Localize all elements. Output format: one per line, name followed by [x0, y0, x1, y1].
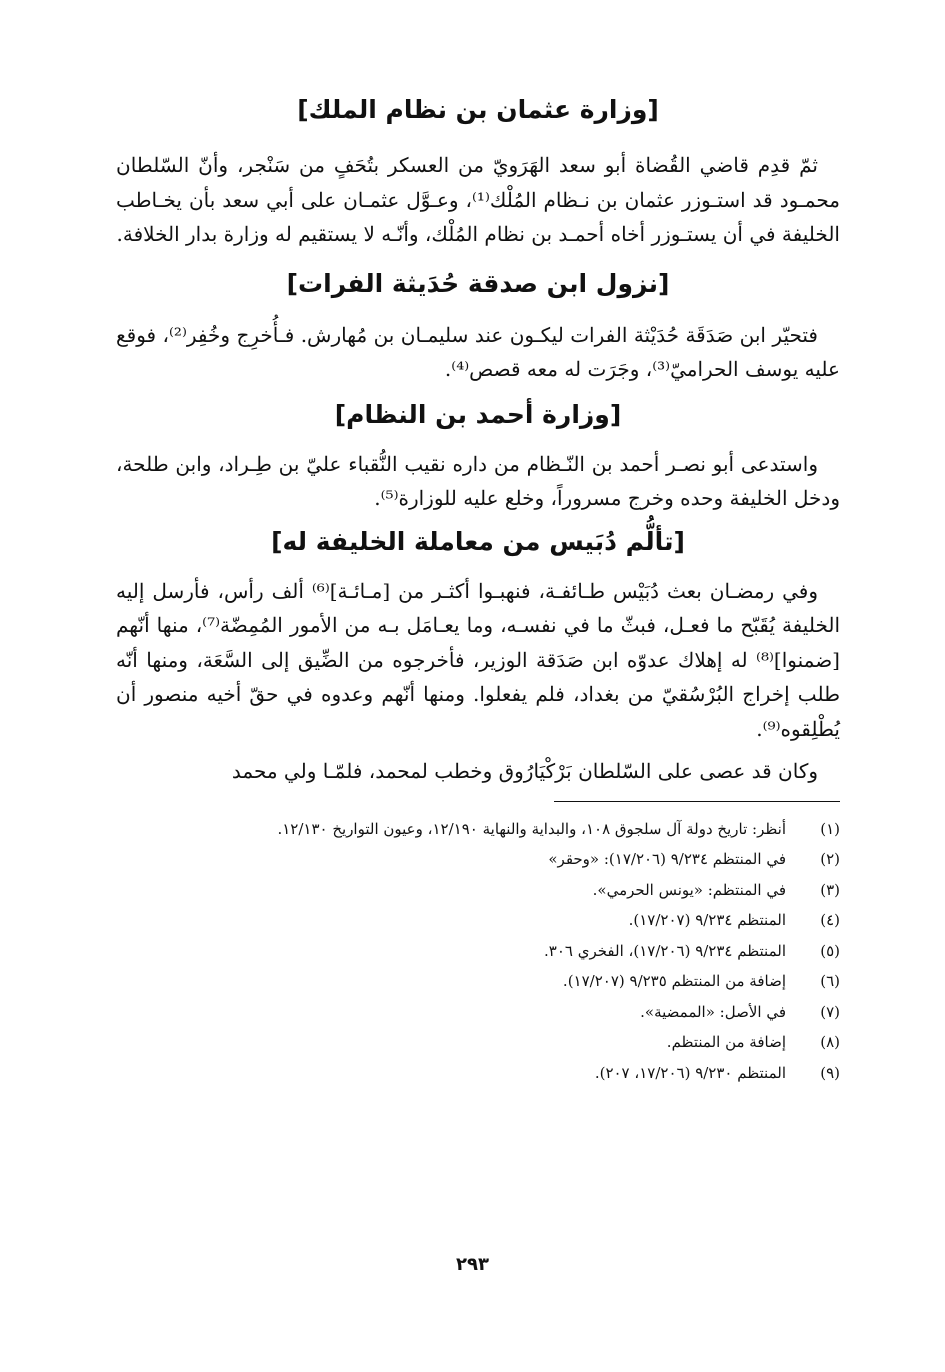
footnote-text: أنظر: تاريخ دولة آل سلجوق ١٠٨، والبداية والنهاية ١٢/١٩٠، وعيون التواريخ ١٢/١٣٠.: [277, 819, 786, 838]
section-heading: [نزول ابن صدقة حُدَيثة الفرات]: [286, 268, 670, 298]
footnote-number: (٦): [820, 972, 840, 990]
footnote-number: (٢): [820, 850, 840, 868]
footnote-text: في الأصل: «الممضية».: [640, 1002, 786, 1021]
footnotes-list: [116, 814, 840, 1089]
paragraph-text: وكان قد عصى على السّلطان بَرْكْيَارُوق وخطب لمحمد، فلمّـا ولي محمد: [231, 759, 818, 783]
paragraph-text: وفي رمضـان بعث دُبَيْس طـائفـة، فنهبـوا أكثـر من [مـائـة]⁽⁶⁾ ألف رأس، فأرسل إليه الخليفة يُقَبّح ما فعـل، فبثّ ما في نفسـه، وما يعـامَل بـه من الأمور المُمِضّة⁽⁷⁾، منها أنّهم [ضمنوا]⁽⁸⁾ له إهلاك عدوّه ابن صَدَقة الوزير، فأخرجوه من الضِّيق إلى السَّعَة، ومنها أنّه طلب إخراج البُرْسُقيّ من بغداد، فلم يفعلوا. ومنها أنّهم وعدوه في حقّ أخيه منصور أن يُطْلِقوه⁽⁹⁾.: [116, 578, 841, 741]
footnote-item: [116, 1027, 840, 1058]
footnote-text: في المنتظم ٩/٢٣٤ (١٧/٢٠٦): «وحقر»: [548, 850, 786, 868]
footnote-number: (٣): [820, 880, 840, 899]
body-paragraph: [116, 447, 840, 516]
footnote-number: (٩): [820, 1063, 840, 1082]
footnote-number: (٥): [820, 941, 840, 960]
footnote-item: [116, 814, 840, 845]
body-paragraph: [116, 754, 840, 789]
footnote-divider: [554, 801, 840, 802]
footnote-item: [116, 966, 840, 997]
footnote-item: [116, 875, 840, 906]
footnote-text: المنتظم ٩/٢٣٤ (١٧/٢٠٧).: [628, 911, 786, 929]
paragraph-text: فتحيّر ابن صَدَقَة حُدَيْثة الفرات ليكـون عند سليمـان بن مُهارش. فـأُخرِج وخُفِر⁽²⁾، فوقع عليه يوسف الحراميّ⁽³⁾، وجَرَت له معه قصص⁽⁴⁾.: [116, 322, 840, 381]
footnote-number: (٤): [820, 911, 840, 929]
footnote-text: إضافة من المنتظم.: [666, 1033, 786, 1051]
book-page: [116, 80, 840, 1330]
paragraph-text: ثمّ قدِم قاضي القُضاة أبو سعد الهَرَويّ من العسكر بتُحَفٍ من سَنْجر، وأنّ السّلطان محمـود قد استـوزر عثمان بن نـظام المُلْك⁽¹⁾، وعـوَّل عثمـان على أبي سعد بأن يخـاطب الخليفة في أن يستـوزر أخاه أحمـد بن نظام المُلْك، وأنّـه لا يستقيم له وزارة بدار الخلافة.: [116, 153, 840, 246]
footnote-item: [116, 905, 840, 936]
paragraph-text: واستدعى أبو نصـر أحمد بن النّـظام من داره نقيب النُّقباء عليّ بن طِـراد، وابن طلحة، ودخل الخليفة وحده وخرج مسروراً، وخلع عليه للوزارة⁽⁵⁾.: [116, 451, 840, 510]
page-number: ٢٩٣: [456, 1254, 489, 1275]
body-paragraph: [116, 574, 840, 747]
footnote-item: [116, 844, 840, 875]
body-paragraph: [116, 318, 840, 387]
section-heading: [وزارة أحمد بن النظام]: [334, 399, 622, 429]
footnote-number: (٧): [820, 1002, 840, 1021]
footnote-text: المنتظم ٩/٢٣٠ (١٧/٢٠٦، ٢٠٧).: [594, 1063, 786, 1082]
footnote-number: (٨): [820, 1033, 840, 1051]
footnote-text: إضافة من المنتظم ٩/٢٣٥ (١٧/٢٠٧).: [562, 972, 786, 990]
body-paragraph: [116, 148, 840, 252]
section-heading: [وزارة عثمان بن نظام الملك]: [297, 95, 659, 124]
footnote-item: [116, 1058, 840, 1089]
footnote-number: (١): [820, 819, 840, 838]
section-heading: [تألُّم دُبَيس من معاملة الخليفة له]: [271, 526, 685, 556]
footnote-text: المنتظم ٩/٢٣٤ (١٧/٢٠٦)، الفخري ٣٠٦.: [544, 941, 786, 960]
footnote-text: في المنتظم: «يونس الحرمي».: [592, 880, 786, 899]
footnote-item: [116, 936, 840, 967]
footnote-item: [116, 997, 840, 1028]
